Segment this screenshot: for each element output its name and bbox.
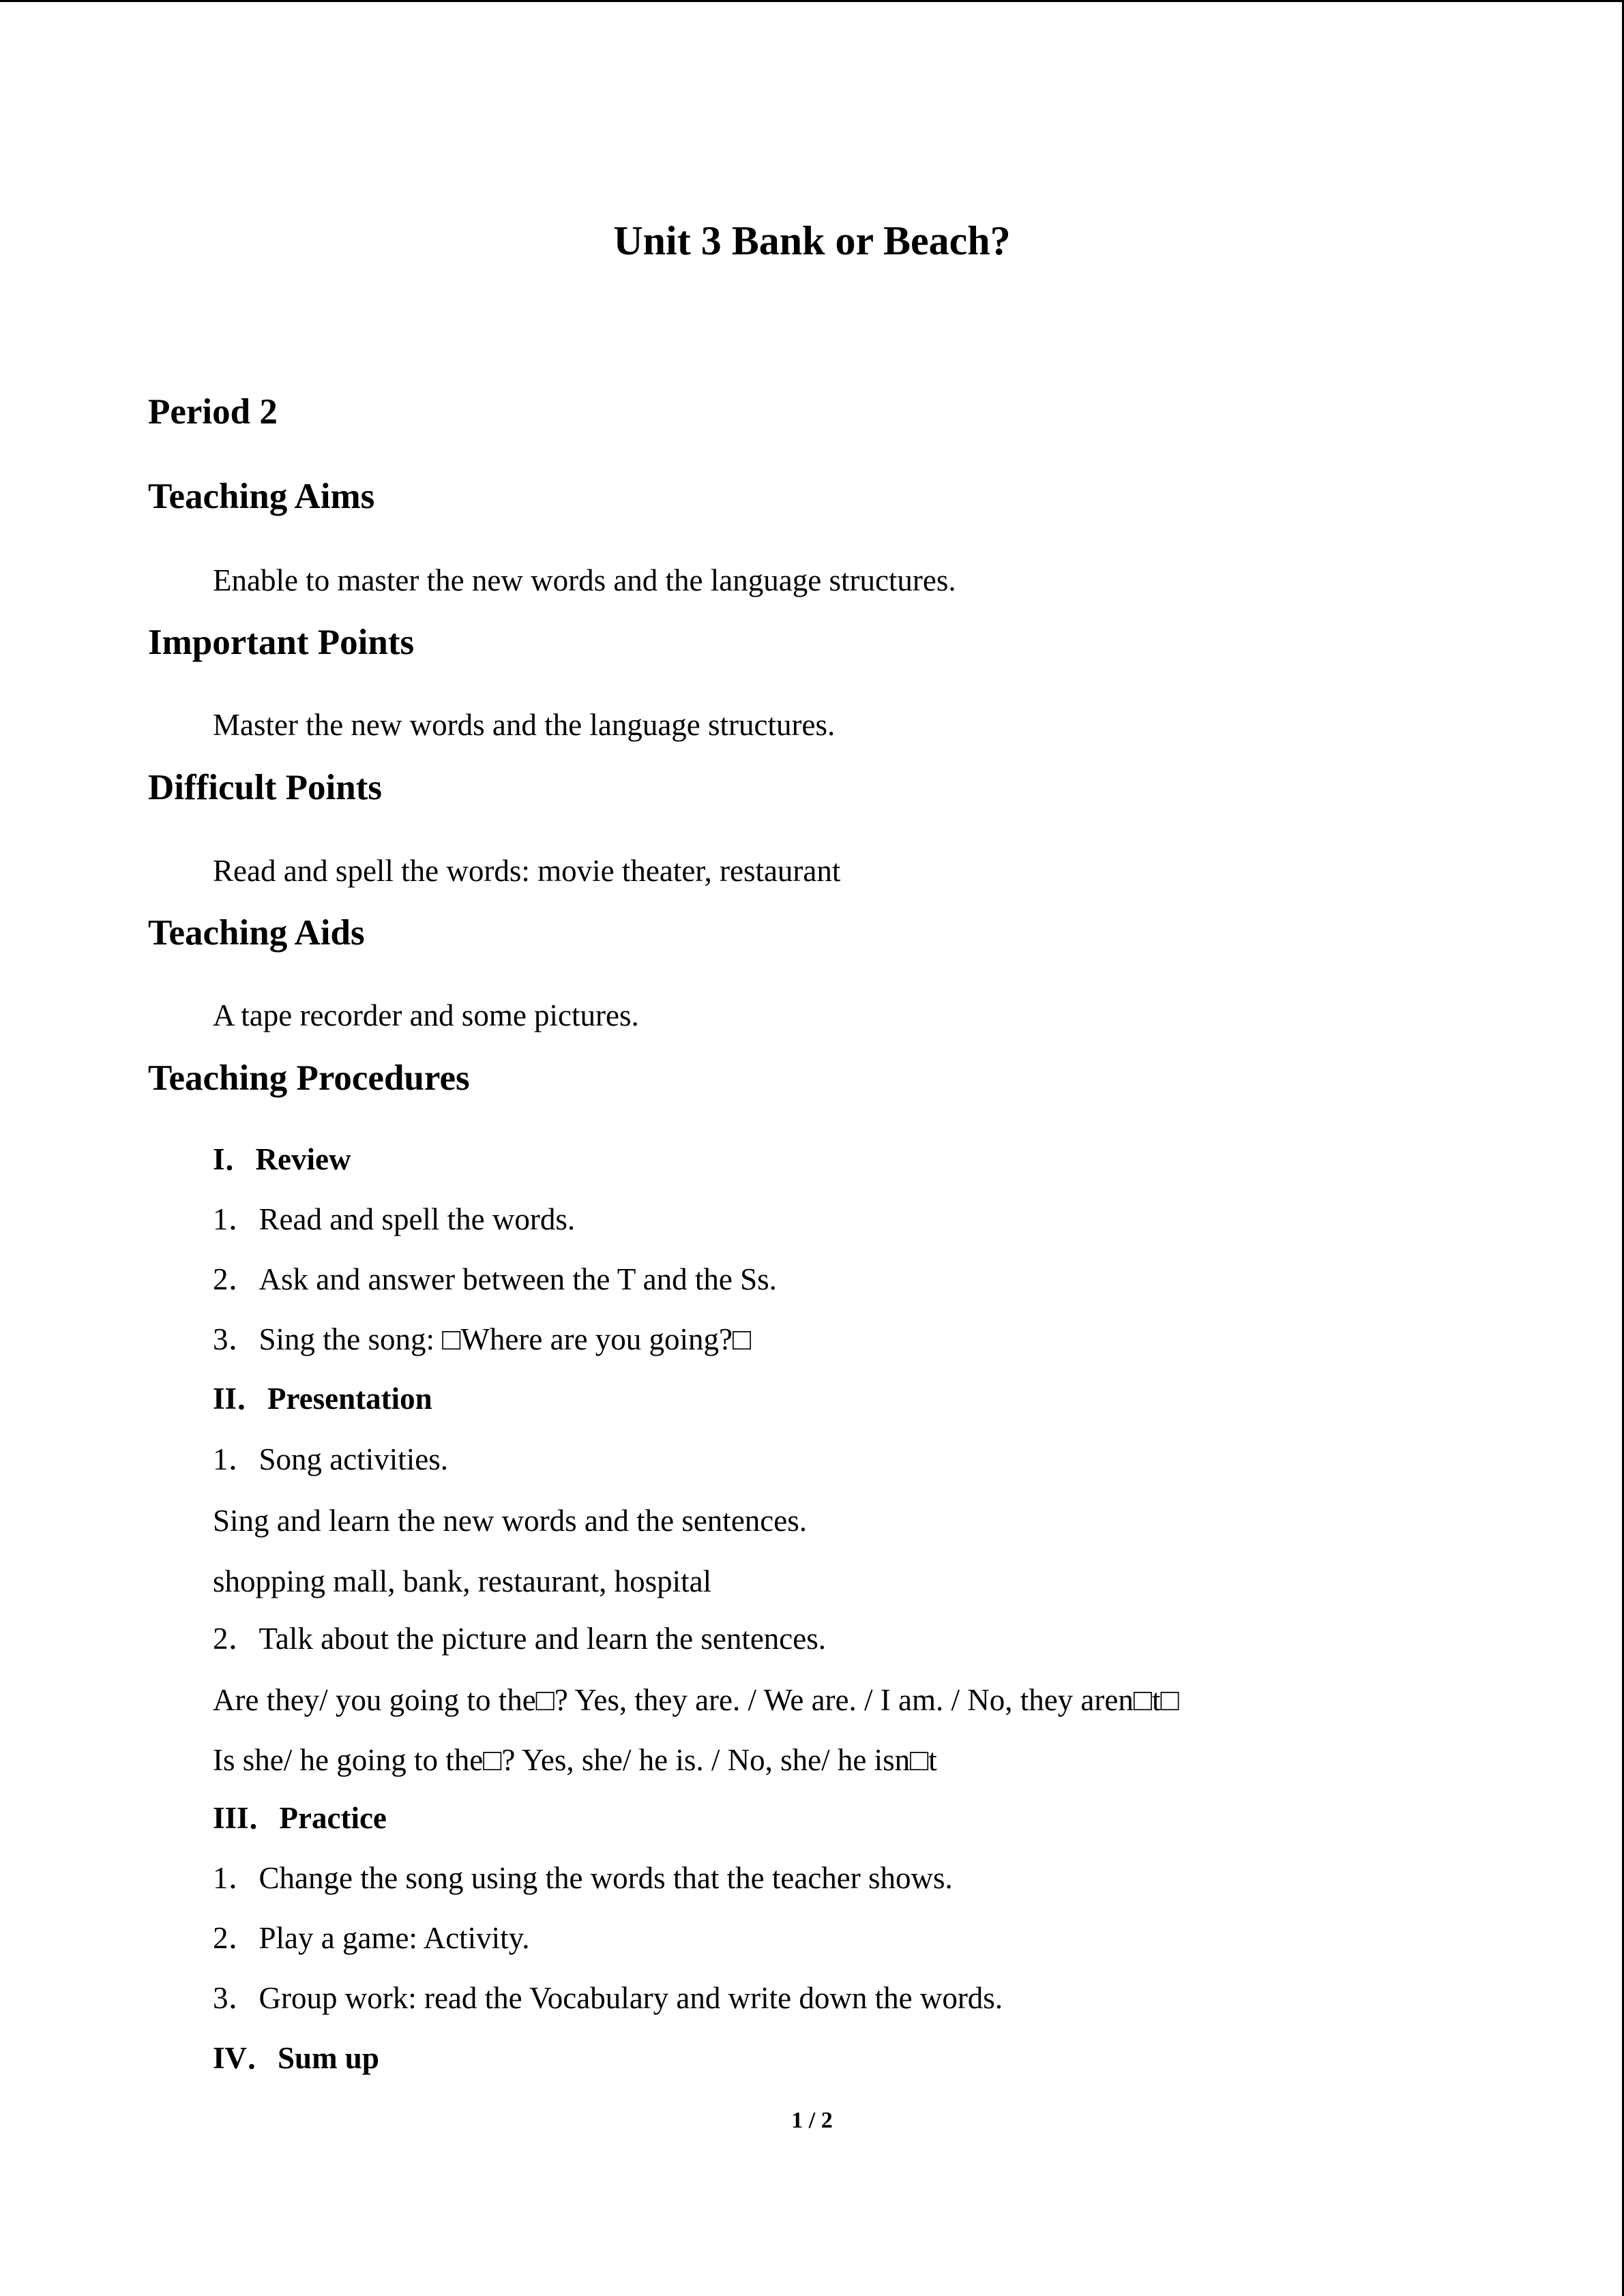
presentation-heading: II．Presentation	[213, 1382, 432, 1416]
review-item-3: 3．Sing the song: □Where are you going?□	[213, 1322, 752, 1356]
teaching-procedures-heading: Teaching Procedures	[148, 1058, 470, 1098]
review-item-2: 2．Ask and answer between the T and the Ss.	[213, 1262, 777, 1296]
presentation-item-2: 2．Talk about the picture and learn the sentences.	[213, 1622, 827, 1656]
presentation-item-2-sentence-2: Is she/ he going to the□? Yes, she/ he is. / No, she/ he isn□t	[213, 1743, 937, 1777]
presentation-item-1-detail: Sing and learn the new words and the sentences.	[213, 1504, 807, 1538]
difficult-points-text: Read and spell the words: movie theater, restaurant	[213, 854, 841, 888]
practice-item-3: 3．Group work: read the Vocabulary and write down the words.	[213, 1981, 1003, 2015]
review-heading: I．Review	[213, 1142, 351, 1176]
presentation-item-1: 1．Song activities.	[213, 1442, 448, 1476]
teaching-aids-heading: Teaching Aids	[148, 913, 365, 953]
teaching-aims-text: Enable to master the new words and the language structures.	[213, 563, 956, 597]
document-title: Unit 3 Bank or Beach?	[613, 218, 1011, 263]
teaching-aims-heading: Teaching Aims	[148, 477, 375, 516]
page-number: 1 / 2	[791, 2108, 833, 2133]
teaching-aids-text: A tape recorder and some pictures.	[213, 998, 639, 1032]
presentation-item-2-sentence-1: Are they/ you going to the□? Yes, they are. / We are. / I am. / No, they aren□t□	[213, 1683, 1179, 1717]
important-points-text: Master the new words and the language structures.	[213, 708, 836, 742]
practice-item-1: 1．Change the song using the words that the teacher shows.	[213, 1861, 953, 1895]
review-item-1: 1．Read and spell the words.	[213, 1202, 576, 1236]
sum-up-heading: IV．Sum up	[213, 2041, 379, 2075]
presentation-item-1-words: shopping mall, bank, restaurant, hospital	[213, 1564, 712, 1598]
practice-heading: III．Practice	[213, 1801, 387, 1835]
practice-item-2: 2．Play a game: Activity.	[213, 1921, 530, 1955]
difficult-points-heading: Difficult Points	[148, 768, 382, 807]
important-points-heading: Important Points	[148, 623, 415, 662]
period-heading: Period 2	[148, 392, 278, 432]
